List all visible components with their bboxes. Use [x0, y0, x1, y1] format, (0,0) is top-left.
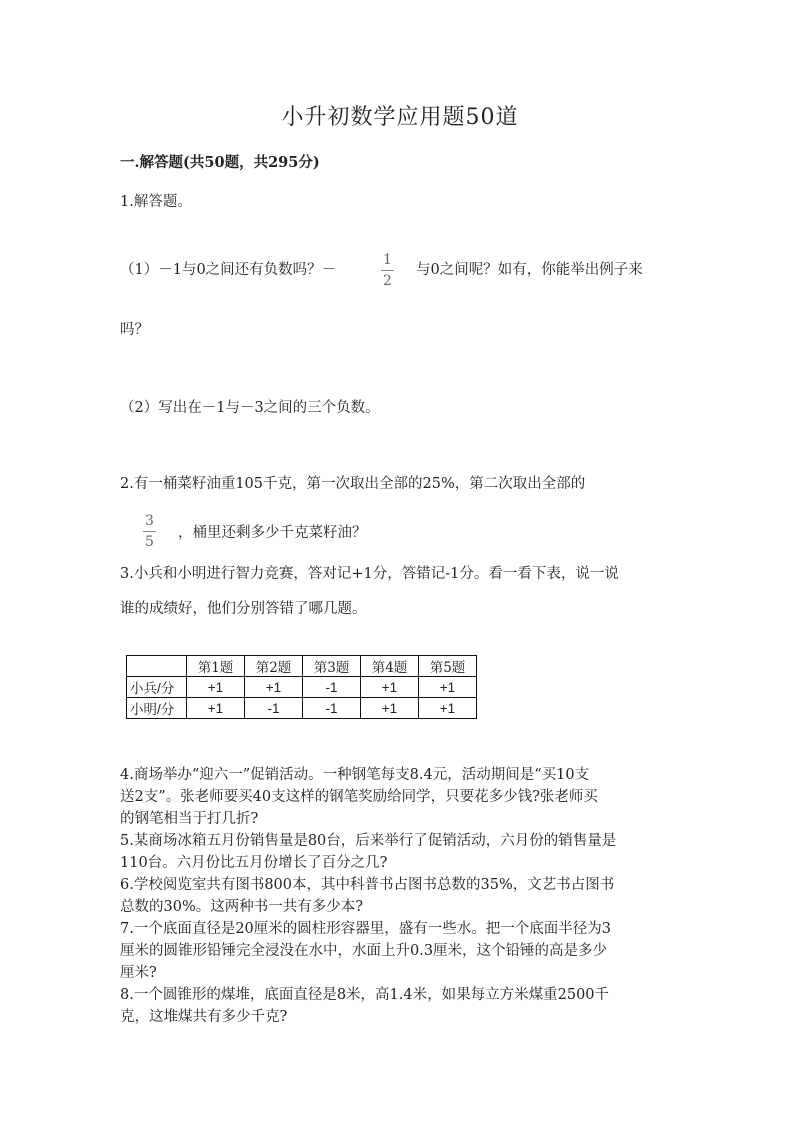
- table-cell: -1: [245, 698, 303, 719]
- table-header-cell: 第3题: [303, 656, 361, 677]
- table-header-cell: 第1题: [187, 656, 245, 677]
- q2-fraction-numerator: 3: [143, 514, 156, 532]
- table-header-cell: 第2题: [245, 656, 303, 677]
- q1-fraction-denominator: 2: [383, 273, 392, 289]
- q8-line1: 8.一个圆锥形的煤堆，底面直径是8米，高1.4米，如果每立方米煤重2500千: [120, 987, 610, 1003]
- q2-fraction: [143, 514, 156, 549]
- q2-line2: ，桶里还剩多少千克菜籽油？: [178, 525, 367, 541]
- table-row: [127, 698, 477, 719]
- q5-line2: 110台。六月份比五月份增长了百分之几?: [120, 855, 388, 871]
- table-cell: +1: [419, 677, 477, 698]
- q1-part1-text-c: 吗？: [120, 322, 149, 338]
- question-block: [120, 764, 680, 1028]
- page-title: 小升初数学应用题50道: [281, 105, 519, 130]
- q1-number: 1.解答题。: [120, 194, 192, 210]
- table-cell: -1: [303, 677, 361, 698]
- table-cell: +1: [245, 677, 303, 698]
- q6-line1: 6.学校阅览室共有图书800本，其中科普书占图书总数的35%，文艺书占图书: [120, 877, 615, 893]
- q2-line1: 2.有一桶菜籽油重105千克，第一次取出全部的25%，第二次取出全部的: [120, 476, 586, 492]
- q3-line1: 3.小兵和小明进行智力竞赛，答对记+1分，答错记-1分。看一看下表，说一说: [120, 566, 619, 582]
- section-header: 一.解答题(共50题，共295分): [120, 154, 320, 171]
- table-row: [127, 677, 477, 698]
- q1-fraction: [381, 253, 394, 288]
- table-cell: +1: [187, 677, 245, 698]
- q7-line1: 7.一个底面直径是20厘米的圆柱形容器里，盛有一些水。把一个底面半径为3: [120, 921, 612, 937]
- table-cell: +1: [361, 677, 419, 698]
- q6-line2: 总数的30%。这两种书一共有多少本?: [120, 899, 364, 915]
- score-table: [126, 655, 477, 719]
- q2-fraction-denominator: 5: [145, 534, 154, 550]
- q3-line2: 谁的成绩好，他们分别答错了哪几题。: [120, 601, 367, 617]
- q4-line3: 的钢笔相当于打几折?: [120, 811, 259, 827]
- table-cell: +1: [361, 698, 419, 719]
- q4-line2: 送2支”。张老师要买40支这样的钢笔奖励给同学，只要花多少钱?张老师买: [120, 789, 598, 805]
- table-cell: -1: [303, 698, 361, 719]
- q4-line1: 4.商场举办“迎六一”促销活动。一种钢笔每支8.4元，活动期间是“买10支: [120, 767, 590, 783]
- q1-fraction-numerator: 1: [381, 253, 394, 271]
- q7-line3: 厘米?: [120, 965, 157, 981]
- q1-part2: （2）写出在－1与－3之间的三个负数。: [120, 400, 380, 416]
- q1-part1-text-b: 与0之间呢？如有，你能举出例子来: [416, 262, 643, 278]
- q7-line2: 厘米的圆锥形铅锤完全浸没在水中，水面上升0.3厘米，这个铅锤的高是多少: [120, 943, 608, 959]
- table-header-cell: 第4题: [361, 656, 419, 677]
- table-header-cell: 第5题: [419, 656, 477, 677]
- table-header-cell: [127, 656, 187, 677]
- q5-line1: 5.某商场冰箱五月份销售量是80台，后来举行了促销活动，六月份的销售量是: [120, 833, 617, 849]
- table-header-row: [127, 656, 477, 677]
- table-cell: +1: [419, 698, 477, 719]
- row-label: 小兵/分: [127, 677, 187, 698]
- q8-line2: 克，这堆煤共有多少千克?: [120, 1009, 288, 1025]
- table-cell: +1: [187, 698, 245, 719]
- q1-part1-text-a: （1）－1与0之间还有负数吗？－: [120, 262, 337, 278]
- row-label: 小明/分: [127, 698, 187, 719]
